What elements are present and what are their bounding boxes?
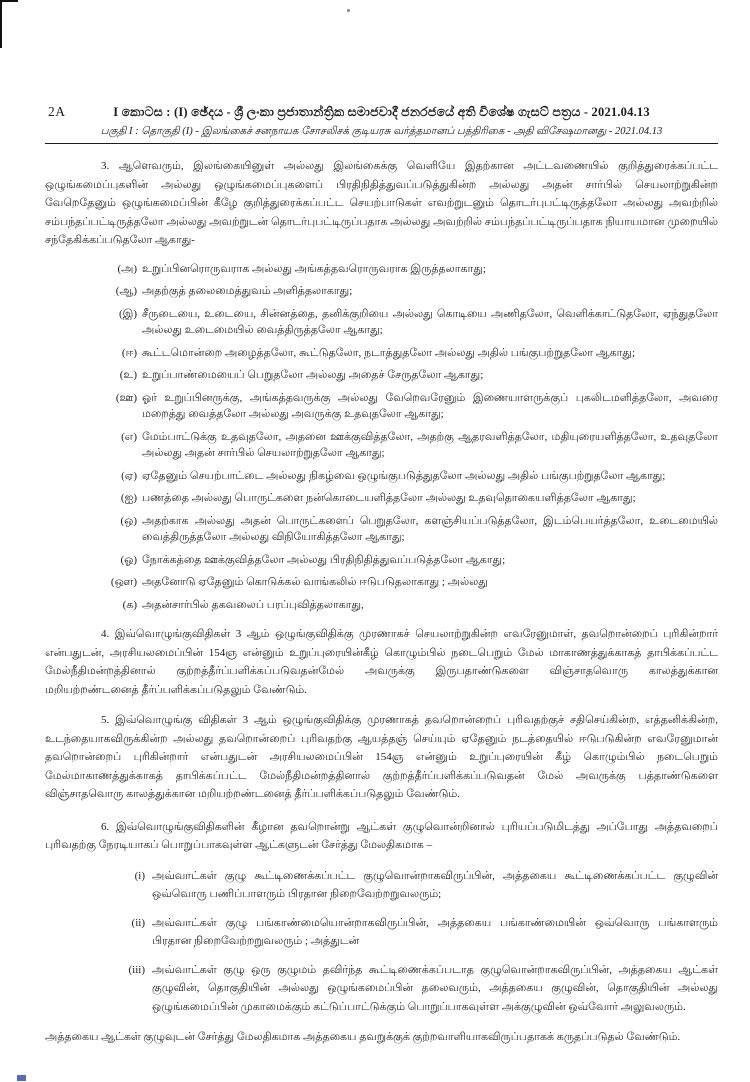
list-item-label: (ஒ) (120, 514, 137, 527)
scan-edge-mark-vertical (0, 0, 2, 48)
list-item-label: (ஆ) (115, 285, 137, 297)
list-item (45, 429, 718, 462)
list-item-text: அவ்வாட்கள் குழு ஒரு குழுமம் தவிர்ந்த கூட்டிணைக்கப்படாத குழுவொன்றாகவிருப்பின், அத்தகைய ஆட்கள் குழுவின், தொகுதியின் அல்லது ஒழுங்கமைப்பின் தலைவரும், அத்தகைய குழுவின், தொகுதியின் அல்லது ஒழுங்கமைப்பின் முகாமைக்கும் கட்டுப்பாட்டுக்கும் பொறுப்பாகவுள்ள அக்குழுவின் ஒவ்வோர் அலுவலரும். (152, 963, 718, 1013)
liability-list (45, 867, 718, 1017)
list-item (45, 961, 718, 1017)
gazette-title-tamil: பகுதி I : தொகுதி (I) - இலங்கைச் சனநாயக சோசலிசக் குடியரசு வர்த்தமானப் பத்திரிகை - அதி விசேஷமானது - 2021.04.13 (100, 126, 663, 137)
paragraph-3: 3. ஆளெவரும், இலங்கையினுள் அல்லது இலங்கைக்கு வெளியே இதற்கான அட்டவணையில் குறித்துரைக்கப்பட்ட ஒழுங்கமைப்புகளின் அல்லது ஒழுங்கமைப்புகளைப் பிரதிநிதித்துவப்படுத்துகின்ற அல்லது அதன் சார்பில் செயலாற்றுகின்ற வேறெதேனும் ஒழுங்கமைப்பின் கீழே குறித்துரைக்கப்பட்ட செயற்பாடுகள் எவற்றுடனும் தொடர்புபட்டிருத்தலோ அல்லது அவற்றில் சம்பந்தப்பட்டிருத்தலோ அல்லது அவற்றுடன் தொடர்புபட்டிருப்பதாக அல்லது அவற்றில் சம்பந்தப்பட்டிருப்பதாக நியாயமான முறையில் சந்தேகிக்கப்படுதலோ ஆகாது- (45, 160, 718, 246)
list-item-text: அவ்வாட்கள் குழு பங்காண்மையொன்றாகவிருப்பின், அத்தகைய பங்காண்மையின் ஒவ்வொரு பங்காளரும் பிரதான நிறைவேற்றறுவலரும் ; அத்துடன் (152, 916, 718, 947)
list-item-text: அதற்காக அல்லது அதன் பொருட்களைப் பெறுதலோ, களஞ்சியப்படுத்தலோ, இடம்பெயர்த்தலோ, உடைமையில் வைத்திருத்தலோ அல்லது விநியோகித்தலோ ஆகாது; (142, 514, 718, 543)
header-rule (45, 143, 718, 144)
header-row (45, 103, 718, 121)
list-item-label: (உ) (119, 369, 137, 381)
list-item-label: (ஐ) (120, 492, 137, 504)
closing-paragraph: அத்தகைய ஆட்கள் குழுவுடன் சேர்த்து மேலதிகமாக அத்தகைய தவறுக்குக் குற்றவாளியாகவிருப்பதாகக் கருதப்படுதல் வேண்டும். (45, 1031, 681, 1043)
list-item-text: அதனோடு ஏதேனும் கொடுக்கல் வாங்கலில் ஈடுபடுதலாகாது ; அல்லது (142, 576, 488, 588)
list-item (45, 345, 718, 362)
list-item (45, 367, 718, 384)
list-item-label: (ஔ) (110, 576, 137, 588)
list-item-label: (ஏ) (121, 469, 137, 482)
list-item (45, 597, 718, 614)
list-item-label: (ஈ) (121, 346, 137, 359)
list-item-text: உறுப்பினரொருவராக அல்லது அங்கத்தவரொருவராக இருத்தலாகாது; (142, 262, 486, 275)
prohibition-list (45, 261, 718, 614)
list-item-text: ஏதேனும் செயற்பாட்டை அல்லது நிகழ்வை ஒழுங்குபடுத்துதலோ அல்லது அதில் பங்குபற்றுதலோ ஆகாது; (142, 469, 666, 482)
paragraph-5: 5. இவ்வொழுங்கு விதிகள் 3 ஆம் ஒழுங்குவிதிக்கு முரணாகத் தவறொன்றைப் புரிவதற்குச் சதிசெய்கின்ற, எத்தனிக்கின்ற, உடந்தையாகவிருக்கின்ற அல்லது தவறொன்றைப் புரிவதற்கு ஆயத்தஞ் செய்யும் ஏதேனும் நடத்தையில் ஈடுபடுகின்ற எவரேனுமான் தவறொன்றைப் புரிகின்றார் என்பதுடன் அரசியலமைப்பின் 154ஞ என்னும் உறுப்புரையின் கீழ் கொழும்பில் நடைபெறும் மேல்மாகாணத்துக்காகத் தாபிக்கப்பட்ட மேல்நீதிமன்றத்தினால் குற்றத்தீர்ப்பளிக்கப்படுவதன் மேல் அவருக்கு பத்தாண்டுகளை விஞ்சாதவொரு காலத்துக்கான மறியற்றண்டனைத் தீர்ப்பளிக்கப்படுதலும் வேண்டும். (45, 714, 718, 800)
list-item-label: (i) (134, 869, 145, 882)
list-item-text: கூட்டமொன்றை அழைத்தலோ, கூட்டுதலோ, நடாத்துதலோ அல்லது அதில் பங்குபற்றுதலோ ஆகாது; (142, 346, 636, 359)
list-item-label: (ஊ) (115, 391, 137, 404)
list-item-label: (எ) (121, 430, 137, 443)
list-item (45, 261, 718, 278)
gazette-title-sinhala: I කොටස : (I) ඡේදය - ශ්‍රී ලංකා ප්‍රජාතාන්ත්‍රික සමාජවාදී ජනරජයේ අති විශේෂ ගැසට් පත්‍රය - 2021.04.13 (113, 105, 650, 119)
list-item (45, 490, 718, 507)
paragraph-4: 4. இவ்வொழுங்குவிதிகள் 3 ஆம் ஒழுங்குவிதிக்கு முரணாகச் செயலாற்றுகின்ற எவரேனுமாள், தவறொன்றைப் புரிகின்றார் என்பதுடன், அரசியலமைப்பின் 154ஞ என்னும் உறுப்புரையின்கீழ் கொழும்பில் நடைபெறும் மேல் மாகாணத்துக்காகத் தாபிக்கப்பட்ட மேல்நீதிமன்றத்தினால் குற்றத்தீர்ப்பளிக்கப்படுவதன்மேல் அவருக்கு இருபதாண்டுகளை விஞ்சாதவொரு காலத்துக்கான மறியற்றண்டனைத் தீர்ப்பளிக்கப்படுதலும் வேண்டும். (45, 628, 718, 696)
page-content (45, 103, 718, 1047)
paragraph-6-intro: 6. இவ்வொழுங்குவிதிகளின் கீழான தவறொன்று ஆட்கள் குழுவொன்றினால் புரியப்படுமிடத்து அப்போது அத்தவறைப் புரிவதற்கு நேரடியாகப் பொறுப்பாகவுள்ள ஆட்களுடன் சேர்த்து மேலதிகமாக – (45, 820, 718, 851)
list-item (45, 867, 718, 904)
list-item (45, 390, 718, 423)
list-item-text: பணத்தை அல்லது பொருட்களை நன்கொடையளித்தலோ அல்லது உதவுதொகையளித்தலோ ஆகாது; (142, 492, 636, 504)
list-item-label: (அ) (117, 262, 137, 275)
list-item (45, 283, 718, 300)
list-item (45, 574, 718, 591)
list-item-label: (iii) (128, 963, 145, 976)
list-item-text: உறுப்பாண்மையைப் பெறுதலோ அல்லது அதைச் சேருதலோ ஆகாது; (142, 369, 484, 381)
scan-edge-mark-horizontal (0, 0, 18, 2)
list-item (45, 552, 718, 569)
list-item (45, 513, 718, 546)
list-item (45, 306, 718, 339)
list-item-text: நோக்கத்தை ஊக்குவித்தலோ அல்லது பிரதிநிதித்துவப்படுத்தலோ ஆகாது; (142, 553, 506, 566)
list-item-text: சீருடையை, உடையை, சின்னத்தை, தனிக்குறியை அல்லது கொடியை அணிதலோ, வெளிக்காட்டுதலோ, ஏந்துதலோ அல்லது உடைமையில் வைத்திருத்தலோ ஆகாது; (142, 307, 718, 336)
list-item-label: (ii) (131, 916, 145, 929)
list-item-text: அதற்குத் தலைமைத்துவம் அளித்தலாகாது; (142, 285, 353, 297)
list-item (45, 468, 718, 485)
list-item-label: (ஓ) (120, 553, 137, 566)
list-item-label: (இ) (118, 307, 137, 320)
list-item-label: (க) (122, 598, 137, 611)
page-number: 2A (48, 104, 66, 119)
list-item-text: அதன்சார்பில் தகவலைப் பரப்புவித்தலாகாது, (142, 598, 364, 611)
scan-bottom-mark (17, 1075, 26, 1081)
scan-speck (347, 9, 350, 12)
list-item (45, 914, 718, 951)
list-item-text: அவ்வாட்கள் குழு கூட்டிணைக்கப்பட்ட குழுவொன்றாகவிருப்பின், அத்தகைய கூட்டிணைக்கப்பட்ட குழுவின் ஒவ்வொரு பணிப்பாளரும் பிரதான நிறைவேற்றறுவலரும்; (152, 869, 718, 900)
list-item-text: ஓர் உறுப்பினருக்கு, அங்கத்தவருக்கு அல்லது வேறெவரேனும் இணையாளருக்குப் புகலிடமளித்தலோ, அவரை மறைத்து வைத்தலோ அல்லது அவருக்கு உதவுதலோ ஆகாது; (142, 391, 718, 420)
list-item-text: மேம்பாட்டுக்கு உதவுதலோ, அதனை ஊக்குவித்தலோ, அதற்கு ஆதரவளித்தலோ, மதியுரையளித்தலோ, உதவுதலோ அல்லது அதன் சார்பில் செயலாற்றுதலோ ஆகாது; (142, 430, 718, 459)
